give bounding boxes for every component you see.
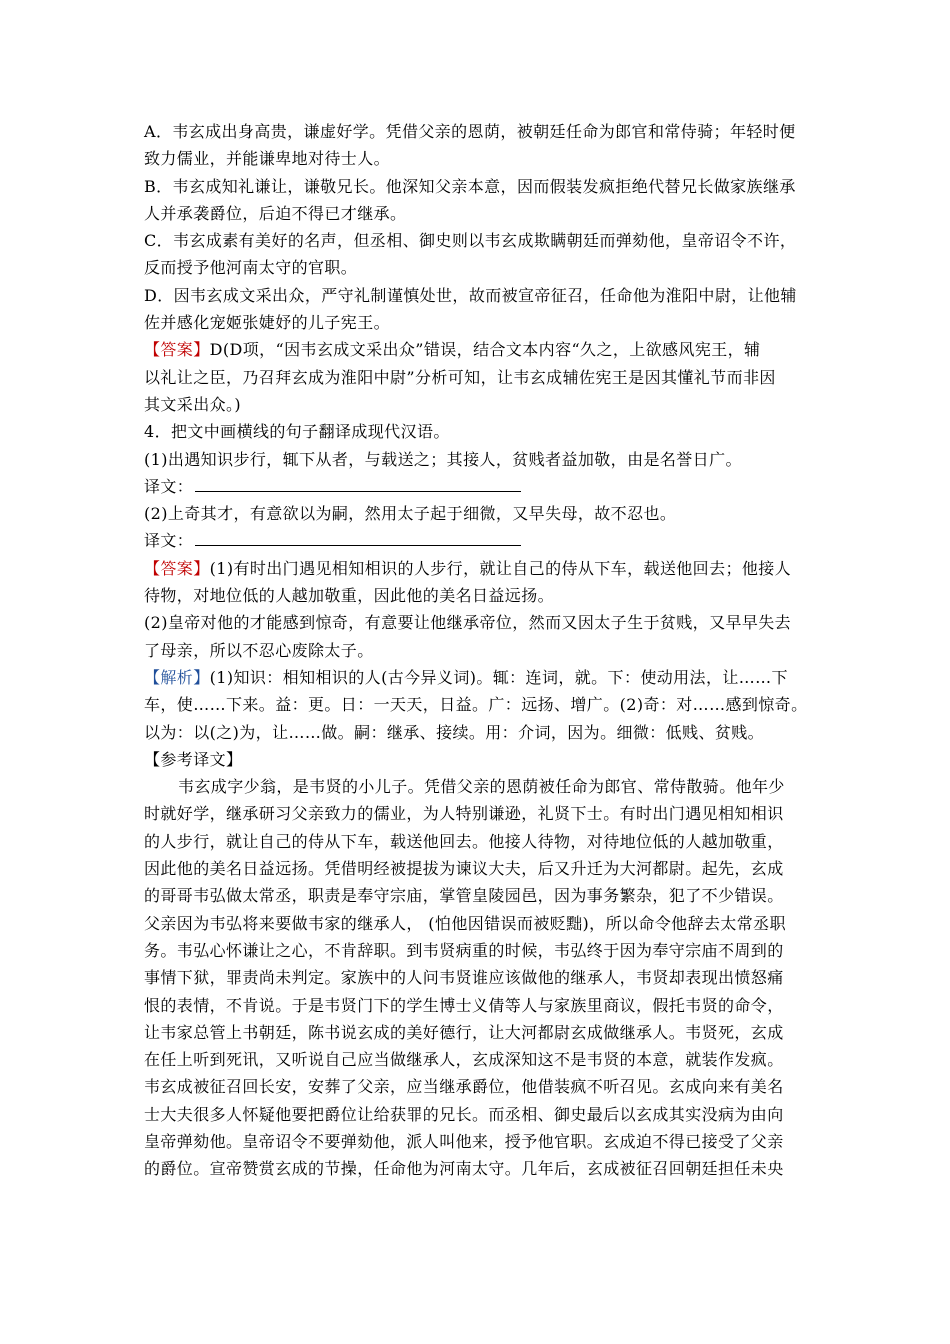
answer4-text-1: (1)有时出门遇见相知相识的人步行，就让自己的侍从下车，载送他回去；他接人 [209, 558, 792, 578]
option-a-line-2: 致力儒业，并能谦卑地对待士人。 [144, 149, 391, 169]
analysis-line-3: 以为：以(之)为，让……做。嗣：继承、接续。用：介词，因为。细微：低贱、贫贱。 [144, 722, 765, 742]
answer3-line-3: 其文采出众。) [144, 394, 242, 414]
answer3-line-1 [144, 336, 814, 363]
option-b-line-2: 人并承袭爵位，后迫不得已才继承。 [144, 203, 407, 223]
option-c-line-1: C．韦玄成素有美好的名声，但丞相、御史则以韦玄成欺瞒朝廷而弹劾他，皇帝诏令不许， [144, 231, 797, 251]
translation-blank-line [195, 473, 521, 492]
reference-line: 韦玄成字少翁，是韦贤的小儿子。凭借父亲的恩荫被任命为郎官、常侍散骑。他年少 [178, 777, 785, 797]
reference-title: 【参考译文】 [144, 749, 243, 769]
reference-line: 恨的表情，不肯说。于是韦贤门下的学生博士义倩等人与家族里商议，假托韦贤的命令， [144, 995, 784, 1015]
question4-sentence-2: (2)上奇其才，有意欲以为嗣，然用太子起于细微，又早失母，故不忍也。 [144, 504, 677, 524]
option-d-line-2: 佐并感化宠姬张婕妤的儿子宪王。 [144, 313, 391, 333]
answer-tag: 【答案】 [144, 340, 210, 360]
option-d-line-1: D．因韦玄成文采出众，严守礼制谨慎处世，故而被宣帝征召，任命他为淮阳中尉，让他辅 [144, 285, 797, 305]
reference-line: 皇帝弹劾他。皇帝诏令不要弹劾他，派人叫他来，授予他官职。玄成迫不得已接受了父亲 [144, 1131, 784, 1151]
reference-line: 在任上听到死讯，又听说自己应当做继承人，玄成深知这不是韦贤的本意，就装作发疯。 [144, 1050, 784, 1070]
reference-line: 士大夫很多人怀疑他要把爵位让给获罪的兄长。而丞相、御史最后以玄成其实没病为由向 [144, 1104, 784, 1124]
answer4-line-1 [144, 555, 814, 582]
answer4-line-4: 了母亲，所以不忍心废除太子。 [144, 640, 374, 660]
option-b-line-1: B．韦玄成知礼谦让，谦敬兄长。他深知父亲本意，因而假装发疯拒绝代替兄长做家族继承 [144, 176, 796, 196]
translation-blank-line [195, 527, 521, 546]
translation-label: 译文： [144, 531, 194, 551]
answer3-text-1: D(D项，“因韦玄成文采出众”错误，结合文本内容“久之，上欲感风宪王，辅 [209, 340, 761, 360]
reference-line: 的哥哥韦弘做太常丞，职责是奉守宗庙，掌管皇陵园邑，因为事务繁杂，犯了不少错误。 [144, 886, 784, 906]
reference-line: 让韦家总管上书朝廷，陈书说玄成的美好德行，让大河都尉玄成做继承人。韦贤死，玄成 [144, 1022, 784, 1042]
answer3-line-2: 以礼让之臣，乃召拜玄成为淮阳中尉”分析可知，让韦玄成辅佐宪王是因其懂礼节而非因 [144, 367, 776, 387]
analysis-tag: 【解析】 [144, 667, 210, 687]
reference-line: 务。韦弘心怀谦让之心，不肯辞职。到韦贤病重的时候，韦弘终于因为奉守宗庙不周到的 [144, 940, 784, 960]
reference-line: 父亲因为韦弘将来要做韦家的继承人， (怕他因错误而被贬黜)，所以命令他辞去太常丞职 [144, 913, 786, 933]
reference-line: 韦玄成被征召回长安，安葬了父亲，应当继承爵位，他借装疯不听召见。玄成向来有美名 [144, 1077, 784, 1097]
option-a-line-1: A．韦玄成出身高贵，谦虚好学。凭借父亲的恩荫，被朝廷任命为郎官和常侍骑；年轻时便 [144, 122, 796, 141]
translation-blank-1 [144, 473, 814, 500]
reference-line: 的人步行，就让自己的侍从下车，载送他回去。他接人待物，对待地位低的人越加敬重， [144, 831, 784, 851]
answer4-line-2: 待物，对地位低的人越加敬重，因此他的美名日益远扬。 [144, 586, 555, 606]
answer-tag: 【答案】 [144, 558, 210, 578]
translation-label: 译文： [144, 476, 194, 496]
question4-title: 4．把文中画横线的句子翻译成现代汉语。 [144, 422, 450, 442]
reference-line: 事情下狱，罪责尚未判定。家族中的人问韦贤谁应该做他的继承人，韦贤却表现出愤怒痛 [144, 968, 784, 988]
reference-line: 时就好学，继承研习父亲致力的儒业，为人特别谦逊，礼贤下士。有时出门遇见相知相识 [144, 804, 784, 824]
translation-blank-2 [144, 527, 814, 554]
answer4-line-3: (2)皇帝对他的才能感到惊奇，有意要让他继承帝位，然而又因太子生于贫贱，又早早失去 [144, 613, 792, 633]
analysis-text-1: (1)知识：相知相识的人(古今异义词)。辄：连词，就。下：使动用法，让……下 [209, 667, 788, 687]
analysis-line-2: 车，使……下来。益：更。日：一天天，日益。广：远扬、增广。(2)奇：对……感到惊奇。 [144, 695, 808, 715]
question4-sentence-1: (1)出遇知识步行，辄下从者，与载送之；其接人，贫贱者益加敬，由是名誉日广。 [144, 449, 742, 469]
reference-line: 因此他的美名日益远扬。凭借明经被提拔为谏议大夫，后又升迁为大河都尉。起先，玄成 [144, 859, 784, 879]
reference-line: 的爵位。宣帝赞赏玄成的节操，任命他为河南太守。几年后，玄成被征召回朝廷担任未央 [144, 1159, 784, 1179]
document-page [144, 118, 814, 1183]
option-c-line-2: 反而授予他河南太守的官职。 [144, 258, 358, 278]
analysis-line-1 [144, 664, 814, 691]
